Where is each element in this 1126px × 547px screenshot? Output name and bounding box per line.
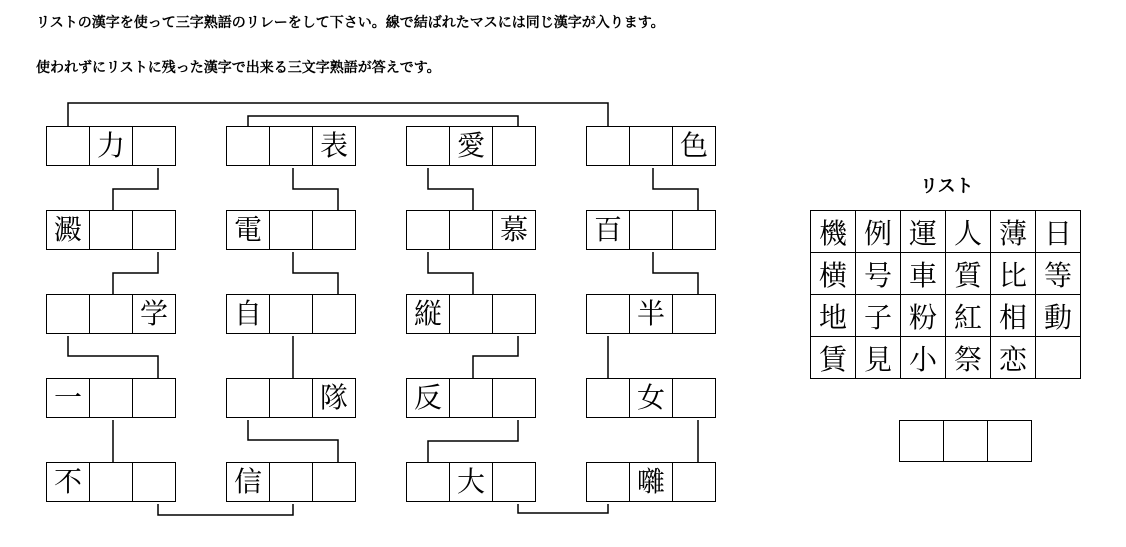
puzzle-row	[46, 294, 176, 334]
list-kanji[interactable]: 粉	[900, 294, 946, 337]
list-kanji[interactable]: 地	[810, 294, 856, 337]
list-kanji[interactable]: 見	[855, 336, 901, 379]
puzzle-cell[interactable]	[449, 210, 493, 250]
list-kanji[interactable]: 運	[900, 210, 946, 253]
puzzle-row	[46, 378, 176, 418]
puzzle-cell[interactable]	[586, 126, 630, 166]
puzzle-cell[interactable]	[89, 294, 133, 334]
puzzle-cell[interactable]: 自	[226, 294, 270, 334]
puzzle-cell[interactable]: 力	[89, 126, 133, 166]
puzzle-row	[226, 294, 356, 334]
puzzle-cell[interactable]	[132, 210, 176, 250]
puzzle-cell[interactable]	[672, 462, 716, 502]
puzzle-row	[586, 126, 716, 166]
puzzle-cell[interactable]	[269, 378, 313, 418]
puzzle-cell[interactable]: 囃	[629, 462, 673, 502]
puzzle-cell[interactable]	[449, 378, 493, 418]
puzzle-cell[interactable]: 信	[226, 462, 270, 502]
puzzle-cell[interactable]: 不	[46, 462, 90, 502]
puzzle-cell[interactable]: 反	[406, 378, 450, 418]
puzzle-row	[586, 378, 716, 418]
puzzle-cell[interactable]	[406, 126, 450, 166]
puzzle-cell[interactable]	[269, 294, 313, 334]
puzzle-cell[interactable]: 隊	[312, 378, 356, 418]
puzzle-row	[586, 294, 716, 334]
list-kanji[interactable]: 恋	[990, 336, 1036, 379]
puzzle-cell[interactable]	[269, 210, 313, 250]
puzzle-row	[586, 462, 716, 502]
answer-cell[interactable]	[943, 420, 988, 462]
puzzle-row	[226, 210, 356, 250]
puzzle-cell[interactable]: 表	[312, 126, 356, 166]
puzzle-cell[interactable]	[586, 378, 630, 418]
list-kanji[interactable]: 質	[945, 252, 991, 295]
puzzle-cell[interactable]	[449, 294, 493, 334]
list-kanji[interactable]: 横	[810, 252, 856, 295]
list-kanji[interactable]: 小	[900, 336, 946, 379]
list-kanji[interactable]: 日	[1035, 210, 1081, 253]
puzzle-cell[interactable]	[672, 210, 716, 250]
puzzle-cell[interactable]: 大	[449, 462, 493, 502]
puzzle-cell[interactable]	[132, 126, 176, 166]
puzzle-row	[406, 378, 536, 418]
puzzle-row	[46, 126, 176, 166]
list-kanji[interactable]: 比	[990, 252, 1036, 295]
puzzle-cell[interactable]	[269, 462, 313, 502]
list-kanji[interactable]: 機	[810, 210, 856, 253]
list-kanji[interactable]: 例	[855, 210, 901, 253]
puzzle-row	[46, 210, 176, 250]
instruction-line-2: 使われずにリストに残った漢字で出来る三文字熟語が答えです。	[36, 60, 441, 76]
puzzle-cell[interactable]	[89, 210, 133, 250]
list-kanji[interactable]: 号	[855, 252, 901, 295]
list-kanji[interactable]: 賃	[810, 336, 856, 379]
puzzle-cell[interactable]	[89, 462, 133, 502]
puzzle-cell[interactable]	[46, 294, 90, 334]
list-kanji[interactable]: 祭	[945, 336, 991, 379]
puzzle-cell[interactable]: 一	[46, 378, 90, 418]
puzzle-row	[406, 210, 536, 250]
puzzle-cell[interactable]: 百	[586, 210, 630, 250]
puzzle-cell[interactable]	[132, 462, 176, 502]
list-kanji[interactable]: 車	[900, 252, 946, 295]
answer-cell[interactable]	[899, 420, 944, 462]
puzzle-cell[interactable]	[672, 378, 716, 418]
puzzle-cell[interactable]: 色	[672, 126, 716, 166]
puzzle-row	[226, 126, 356, 166]
puzzle-cell[interactable]	[406, 462, 450, 502]
puzzle-cell[interactable]	[629, 210, 673, 250]
list-kanji[interactable]: 相	[990, 294, 1036, 337]
instruction-line-1: リストの漢字を使って三字熟語のリレーをして下さい。線で結ばれたマスには同じ漢字が入ります。	[36, 15, 665, 31]
puzzle-cell[interactable]	[269, 126, 313, 166]
puzzle-cell[interactable]	[312, 210, 356, 250]
puzzle-cell[interactable]: 女	[629, 378, 673, 418]
puzzle-row	[406, 462, 536, 502]
puzzle-cell[interactable]	[406, 210, 450, 250]
puzzle-cell[interactable]: 愛	[449, 126, 493, 166]
puzzle-cell[interactable]	[492, 462, 536, 502]
list-kanji[interactable]: 動	[1035, 294, 1081, 337]
puzzle-row	[226, 462, 356, 502]
puzzle-cell[interactable]	[492, 294, 536, 334]
puzzle-cell[interactable]: 半	[629, 294, 673, 334]
puzzle-cell[interactable]	[492, 126, 536, 166]
puzzle-cell[interactable]	[312, 462, 356, 502]
puzzle-cell[interactable]	[492, 378, 536, 418]
kanji-list-grid	[810, 210, 1080, 378]
puzzle-cell[interactable]: 学	[132, 294, 176, 334]
puzzle-row	[226, 378, 356, 418]
list-kanji[interactable]: 紅	[945, 294, 991, 337]
puzzle-cell[interactable]: 慕	[492, 210, 536, 250]
list-kanji[interactable]: 子	[855, 294, 901, 337]
puzzle-cell[interactable]	[586, 462, 630, 502]
puzzle-cell[interactable]: 縦	[406, 294, 450, 334]
puzzle-cell[interactable]	[312, 294, 356, 334]
answer-boxes	[900, 420, 1032, 462]
puzzle-cell[interactable]	[672, 294, 716, 334]
puzzle-cell[interactable]	[46, 126, 90, 166]
list-kanji[interactable]: 等	[1035, 252, 1081, 295]
puzzle-row	[406, 126, 536, 166]
list-title: リスト	[920, 176, 974, 197]
list-kanji[interactable]: 人	[945, 210, 991, 253]
puzzle-cell[interactable]	[226, 378, 270, 418]
puzzle-row	[46, 462, 176, 502]
puzzle-row	[586, 210, 716, 250]
puzzle-cell[interactable]: 澱	[46, 210, 90, 250]
list-kanji[interactable]: 薄	[990, 210, 1036, 253]
puzzle-cell[interactable]	[132, 378, 176, 418]
puzzle-row	[406, 294, 536, 334]
puzzle-cell[interactable]	[586, 294, 630, 334]
answer-cell[interactable]	[987, 420, 1032, 462]
list-kanji-empty	[1035, 336, 1081, 379]
puzzle-cell[interactable]	[226, 126, 270, 166]
puzzle-cell[interactable]: 電	[226, 210, 270, 250]
puzzle-cell[interactable]	[629, 126, 673, 166]
puzzle-cell[interactable]	[89, 378, 133, 418]
